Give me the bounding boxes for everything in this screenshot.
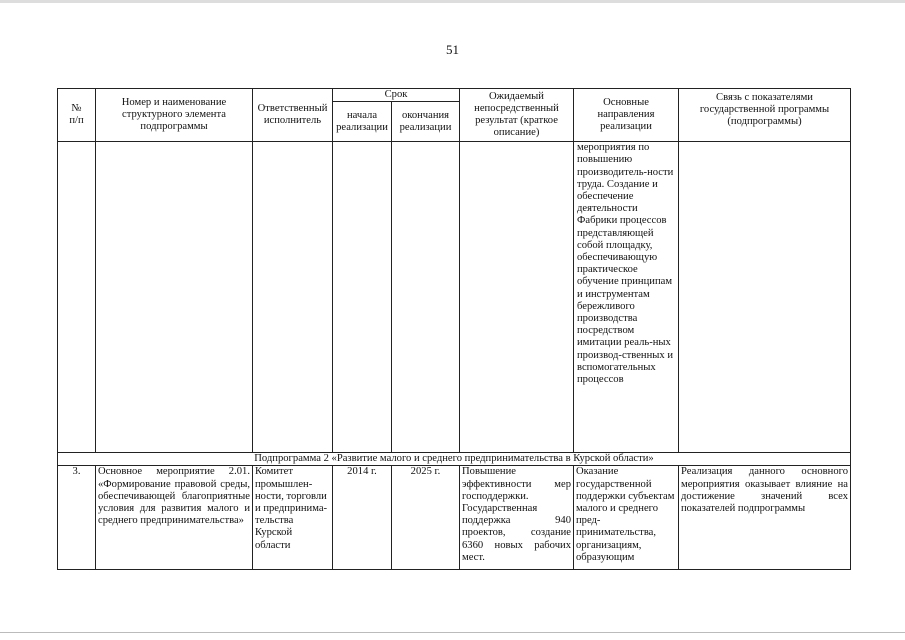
- continuation-row: [58, 142, 851, 453]
- scan-bottom-edge: [0, 632, 905, 633]
- header-num: № п/п: [58, 89, 96, 142]
- scan-top-edge: [0, 0, 905, 3]
- header-link: Связь с показателями государственной программы (подпрограммы): [679, 89, 851, 142]
- row3-result: Повышение эффективности мер господдержки. Государственная поддержка 940 проектов, создание 6360 новых рабочих мест.: [460, 466, 574, 570]
- header-responsible: Ответственный исполнитель: [253, 89, 333, 142]
- row3-end: 2025 г.: [392, 466, 460, 570]
- cont-directions: мероприятия по повышению производитель-ности труда. Создание и обеспечение деятельности Фабрики процессов представляющей собой площадку, обеспечивающую практическое обучение принципам и инструментам бережливого производства посредством имитации реаль-ных производ-ственных и вспомогательных процессов: [574, 142, 679, 453]
- header-result: Ожидаемый непосредственный результат (краткое описание): [460, 89, 574, 142]
- row3-link: Реализация данного основного мероприятия оказывает влияние на достижение значений всех показателей подпрограммы: [679, 466, 851, 570]
- subprogram-title: Подпрограмма 2 «Развитие малого и среднего предпринимательства в Курской области»: [58, 453, 851, 466]
- header-name: Номер и наименование структурного элемента подпрограммы: [96, 89, 253, 142]
- row3-start: 2014 г.: [333, 466, 392, 570]
- header-start: начала реализации: [333, 102, 392, 142]
- row3-responsible: Комитет промышлен-ности, торговли и предпринима-тельства Курской области: [253, 466, 333, 570]
- table-row: [58, 466, 851, 570]
- subprogram-measures-table: [57, 88, 851, 570]
- header-row-1: [58, 89, 851, 102]
- header-term: Срок: [333, 89, 460, 102]
- row3-name: Основное мероприятие 2.01. «Формирование правовой среды, обеспечивающей благоприятные условия для развития малого и среднего предпринимательства»: [96, 466, 253, 570]
- header-directions: Основные направления реализации: [574, 89, 679, 142]
- subprogram-row: [58, 453, 851, 466]
- page-number: 51: [446, 42, 459, 57]
- header-end: окончания реализации: [392, 102, 460, 142]
- row3-directions: Оказание государственной поддержки субъектам малого и среднего пред-принимательства, организациям, образующим: [574, 466, 679, 570]
- row3-num: 3.: [58, 466, 96, 570]
